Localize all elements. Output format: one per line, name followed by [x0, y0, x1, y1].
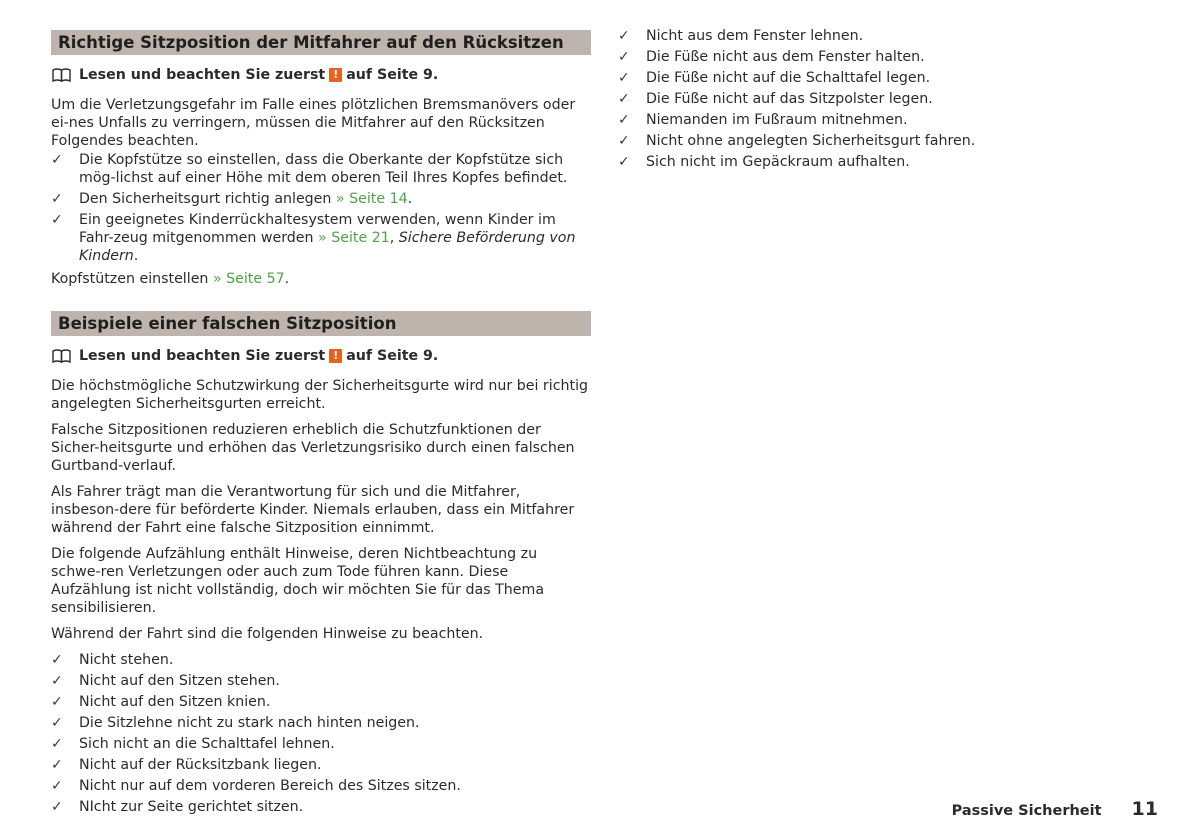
list-item [618, 153, 1158, 171]
book-icon [52, 68, 71, 82]
list-item-text: Nicht auf der Rücksitzbank liegen. [79, 757, 322, 773]
list-item-text: Nicht aus dem Fenster lehnen. [646, 28, 864, 44]
list-item-text: Niemanden im Fußraum mitnehmen. [646, 112, 908, 128]
list-item-text: Die Kopfstütze so einstellen, dass die Oberkante der Kopfstütze sich mög-lichst auf einer Höhe mit dem oberen Teil Ihres Kopfes befindet. [79, 152, 568, 186]
list-item-text: Nicht auf den Sitzen knien. [79, 694, 271, 710]
list-item-text: Sich nicht im Gepäckraum aufhalten. [646, 154, 910, 170]
list-item [51, 777, 591, 795]
headrest-text: Kopfstützen einstellen [51, 271, 209, 287]
list-item-text: Nicht ohne angelegten Sicherheitsgurt fahren. [646, 133, 976, 149]
warning-icon[interactable]: ! [329, 349, 342, 363]
list-item-text: Die Füße nicht aus dem Fenster halten. [646, 49, 925, 65]
list-item [51, 798, 591, 816]
list-item [51, 151, 591, 187]
list-item-text: Die Füße nicht auf die Schalttafel legen. [646, 70, 931, 86]
list-item [618, 90, 1158, 108]
list-item [618, 27, 1158, 45]
read-first-note [51, 66, 591, 84]
paragraph: Die folgende Aufzählung enthält Hinweise, deren Nichtbeachtung zu schwe-ren Verletzungen oder auch zum Tode führen kann. Diese Aufzählung ist nicht vollständig, doch wir möchten Sie für das Thema sensibilisieren. [51, 546, 545, 616]
page-number: 11 [1131, 798, 1158, 820]
list-item-text: NIcht zur Seite gerichtet sitzen. [79, 799, 304, 815]
list-item [51, 714, 591, 732]
list-item-text: Ein geeignetes Kinderrückhaltesystem verwenden, wenn Kinder im Fahr-zeug mitgenommen werden [79, 212, 556, 246]
paragraph: Als Fahrer trägt man die Verantwortung für sich und die Mitfahrer, insbeson-dere für beförderte Kinder. Niemals erlauben, dass ein Mitfahrer während der Fahrt eine falsche Sitzposition einnimmt. [51, 484, 575, 536]
list-item [51, 651, 591, 669]
page-footer [952, 800, 1158, 820]
paragraph: Die höchstmögliche Schutzwirkung der Sicherheitsgurte wird nur bei richtig angelegten Sicherheitsgurten erreicht. [51, 378, 589, 412]
list-item-text: Die Füße nicht auf das Sitzpolster legen. [646, 91, 933, 107]
read-first-suffix: auf Seite 9. [346, 348, 439, 364]
headrest-reference: Kopfstützen einstellen » Seite 57. [51, 271, 290, 287]
list-item [618, 69, 1158, 87]
page-link[interactable]: » Seite 14 [335, 191, 408, 207]
wrong-position-rules-list [51, 651, 591, 816]
right-column [618, 27, 1158, 174]
list-item [51, 672, 591, 690]
list-item: ✓ Ein geeignetes Kinderrückhaltesystem verwenden, wenn Kinder im Fahr-zeug mitgenommen werden » Seite 21, Sichere Beförderung von Kindern. [51, 211, 591, 265]
section-title-wrong-position: Beispiele einer falschen Sitzposition [51, 311, 591, 336]
page-link[interactable]: » Seite 57 [212, 271, 285, 287]
warning-icon[interactable]: ! [329, 68, 342, 82]
list-item-text: Sich nicht an die Schalttafel lehnen. [79, 736, 335, 752]
list-item [51, 693, 591, 711]
list-item [618, 111, 1158, 129]
list-item-text: Die Sitzlehne nicht zu stark nach hinten neigen. [79, 715, 420, 731]
footer-section-title: Passive Sicherheit [951, 803, 1102, 819]
paragraph: Während der Fahrt sind die folgenden Hinweise zu beachten. [51, 626, 484, 642]
read-first-prefix: Lesen und beachten Sie zuerst [79, 348, 326, 364]
list-item [618, 48, 1158, 66]
list-item-text: Nicht auf den Sitzen stehen. [79, 673, 280, 689]
list-item: ✓ Den Sicherheitsgurt richtig anlegen » Seite 14. [51, 190, 591, 208]
section-title-correct-position: Richtige Sitzposition der Mitfahrer auf den Rücksitzen [51, 30, 591, 55]
read-first-prefix: Lesen und beachten Sie zuerst [79, 67, 326, 83]
page-link[interactable]: » Seite 21 [318, 230, 390, 246]
list-item-text: Den Sicherheitsgurt richtig anlegen [79, 191, 332, 207]
italic-reference: Sichere Beförderung von Kindern [79, 230, 576, 264]
book-icon [52, 349, 71, 363]
left-column [51, 0, 591, 819]
read-first-suffix: auf Seite 9. [346, 67, 439, 83]
paragraph: Falsche Sitzpositionen reduzieren erheblich die Schutzfunktionen der Sicher-heitsgurte und erhöhen das Verletzungsrisiko durch einen falschen Gurtband-verlauf. [51, 422, 575, 474]
correct-position-list [51, 151, 591, 265]
list-item [51, 756, 591, 774]
list-item [51, 735, 591, 753]
list-item-text: Nicht stehen. [79, 652, 174, 668]
wrong-position-rules-list-continued [618, 27, 1158, 171]
intro-paragraph: Um die Verletzungsgefahr im Falle eines plötzlichen Bremsmanövers oder ei-nes Unfalls zu verringern, müssen die Mitfahrer auf den Rücksitzen Folgendes beachten. [51, 97, 576, 149]
read-first-note [51, 347, 591, 365]
list-item-text: Nicht nur auf dem vorderen Bereich des Sitzes sitzen. [79, 778, 461, 794]
list-item [618, 132, 1158, 150]
